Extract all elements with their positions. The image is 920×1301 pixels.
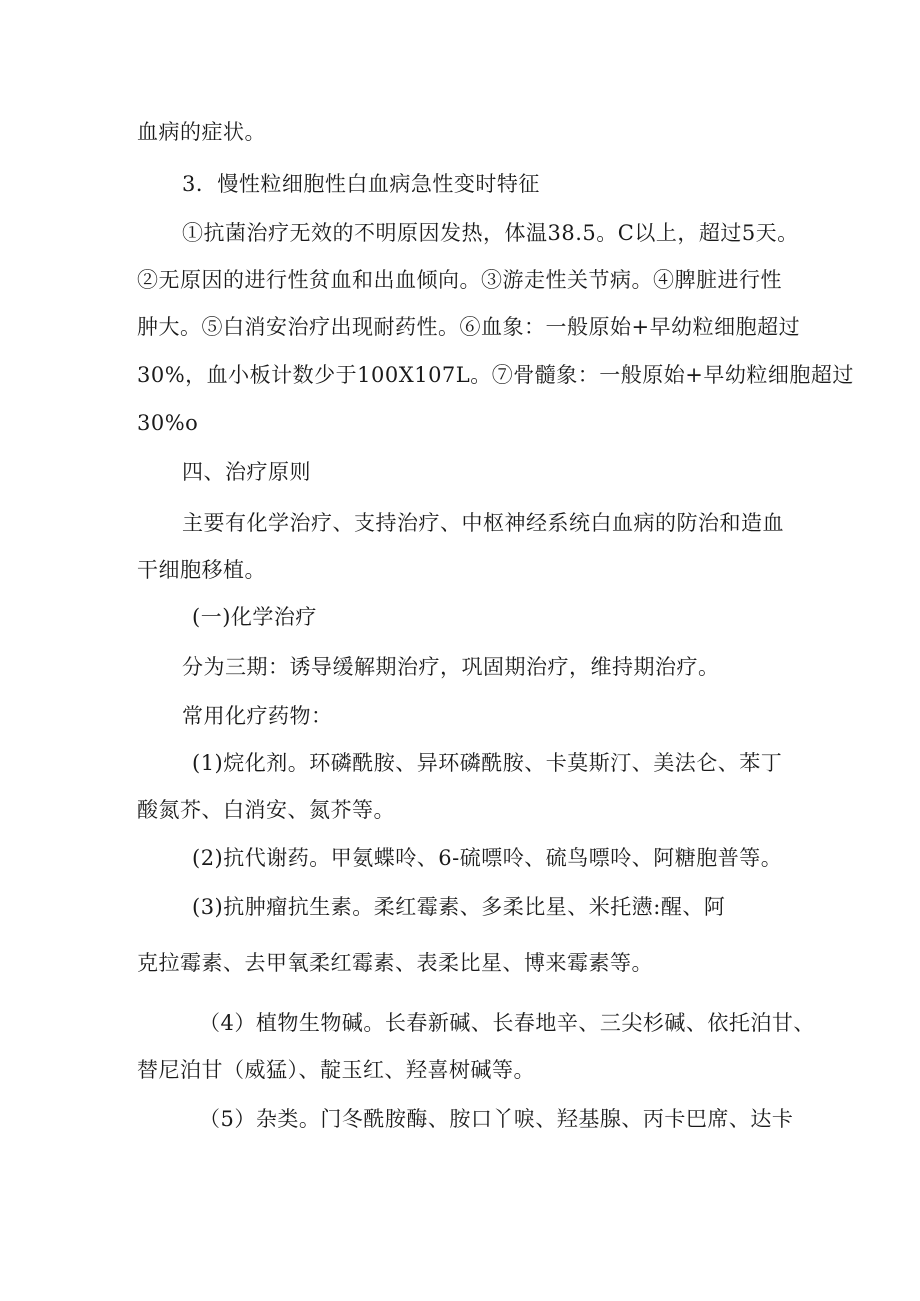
text-line-2: 3．慢性粒细胞性白血病急性变时特征 [182,172,540,196]
text-line-14: (1)烷化剂。环磷酰胺、异环磷酰胺、卡莫斯汀、美法仑、苯丁 [192,751,783,775]
text-line-7: 30%o [137,411,199,435]
text-line-19: （4）植物生物碱。长春新碱、长春地辛、三尖杉碱、依托泊甘、 [199,1011,815,1035]
subsection-heading: (一)化学治疗 [192,605,317,629]
text-line-21: （5）杂类。门冬酰胺酶、胺口丫唳、羟基腺、丙卡巴席、达卡 [199,1107,794,1131]
text-line-3: ①抗菌治疗无效的不明原因发热，体温38.5。C以上，超过5天。 [182,221,799,245]
text-line-12: 分为三期：诱导缓解期治疗，巩固期治疗，维持期治疗。 [182,655,720,679]
text-line-4: ②无原因的进行性贫血和出血倾向。③游走性关节病。④脾脏进行性 [137,268,782,292]
text-line-16: (2)抗代谢药。甲氨蝶呤、6-硫嘌呤、硫鸟嘌呤、阿糖胞普等。 [192,846,783,870]
text-line-9: 主要有化学治疗、支持治疗、中枢神经系统白血病的防治和造血 [182,511,784,535]
text-line-5: 肿大。⑤白消安治疗出现耐药性。⑥血象：一般原始+早幼粒细胞超过 [137,315,801,339]
text-line-6: 30%，血小板计数少于100X107L。⑦骨髓象：一般原始+早幼粒细胞超过 [137,363,854,387]
text-line-15: 酸氮芥、白消安、氮芥等。 [137,798,395,822]
section-heading: 四、治疗原则 [182,460,311,484]
text-line-20: 替尼泊甘（威猛）、靛玉红、羟喜树碱等。 [137,1058,535,1082]
text-line-1: 血病的症状。 [137,120,266,144]
text-line-13: 常用化疗药物： [182,704,333,728]
text-line-10: 干细胞移植。 [137,558,266,582]
text-line-18: 克拉霉素、去甲氧柔红霉素、表柔比星、博来霉素等。 [137,951,653,975]
text-line-17: (3)抗肿瘤抗生素。柔红霉素、多柔比星、米托懑:醒、阿 [192,895,726,919]
